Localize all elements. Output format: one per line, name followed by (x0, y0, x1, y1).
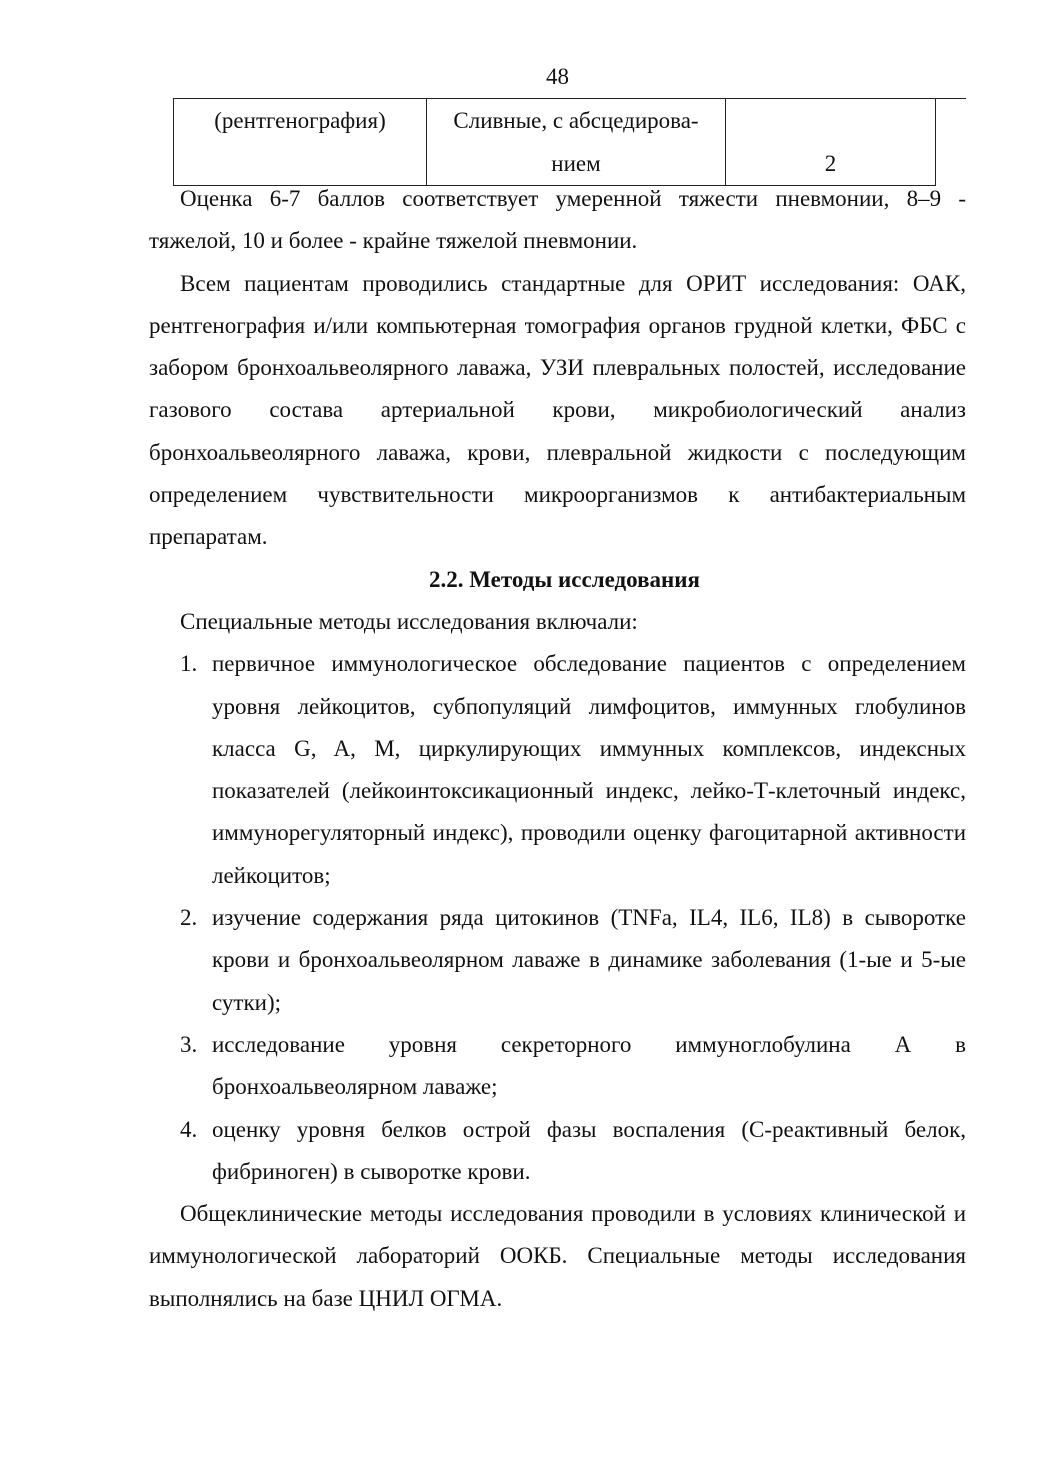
list-item (149, 1109, 966, 1194)
document-body (149, 178, 966, 1320)
page-number: 48 (546, 64, 569, 89)
table-cell-type-line1: Сливные, с абсцедирова- (453, 108, 699, 133)
list-item (149, 643, 966, 897)
table-continuation (173, 98, 966, 186)
list-item-text: первичное иммунологическое обследование пациентов с определением уровня лейкоцитов, субпопуляций лимфоцитов, иммунных глобулинов класса G, A, M, циркулирующих иммунных комплексов, индексных показателей (лейкоинтоксикационный индекс, лейко-Т-клеточный индекс, иммунорегуляторный индекс), проводили оценку фагоцитарной активности лейкоцитов; (212, 651, 966, 888)
list-item-number: 4. (180, 1116, 198, 1142)
table-row (174, 99, 967, 186)
table-cell-method: (рентгенография) (174, 99, 427, 186)
paragraph-standard-studies: Всем пациентам проводились стандартные для ОРИТ исследования: ОАК, рентгенография и/или компьютерная томография органов грудной клетки, ФБС с забором бронхоальвеолярного лаважа, УЗИ плевральных полостей, исследование газового состава артериальной крови, микробиологический анализ бронхоальвеолярного лаважа, крови, плевральной жидкости с последующим определением чувствительности микроорганизмов к антибактериальным препаратам. (149, 270, 966, 550)
paragraph-scoring: Оценка 6-7 баллов соответствует умеренной тяжести пневмонии, 8–9 - тяжелой, 10 и более - крайне тяжелой пневмонии. (149, 186, 966, 254)
paragraph-closing: Общеклинические методы исследования проводили в условиях клинической и иммунологической лабораторий ООКБ. Специальные методы исследования выполнялись на базе ЦНИЛ ОГМА. (149, 1201, 966, 1311)
methods-list (149, 643, 966, 1193)
table-cell-type (427, 99, 726, 186)
list-item-text: изучение содержания ряда цитокинов (TNFa, IL4, IL6, IL8) в сыворотке крови и бронхоальвеолярном лаваже в динамике заболевания (1-ые и 5-ые сутки); (212, 905, 966, 1015)
list-item-number: 2. (180, 905, 198, 931)
table-cell-empty (936, 99, 967, 186)
section-heading: 2.2. Методы исследования (429, 566, 700, 592)
table-cell-score: 2 (726, 99, 936, 186)
list-item-number: 1. (180, 651, 198, 677)
list-item (149, 1024, 966, 1109)
paragraph-special-intro: Специальные методы исследования включали: (180, 608, 638, 634)
list-item-text: оценку уровня белков острой фазы воспаления (С-реактивный белок, фибриноген) в сыворотке крови. (212, 1116, 966, 1184)
list-item-text: исследование уровня секреторного иммуноглобулина А в бронхоальвеолярном лаваже; (212, 1031, 966, 1100)
list-item-number: 3. (180, 1031, 198, 1057)
table-cell-type-line2: нием (551, 151, 601, 176)
list-item (149, 897, 966, 1024)
